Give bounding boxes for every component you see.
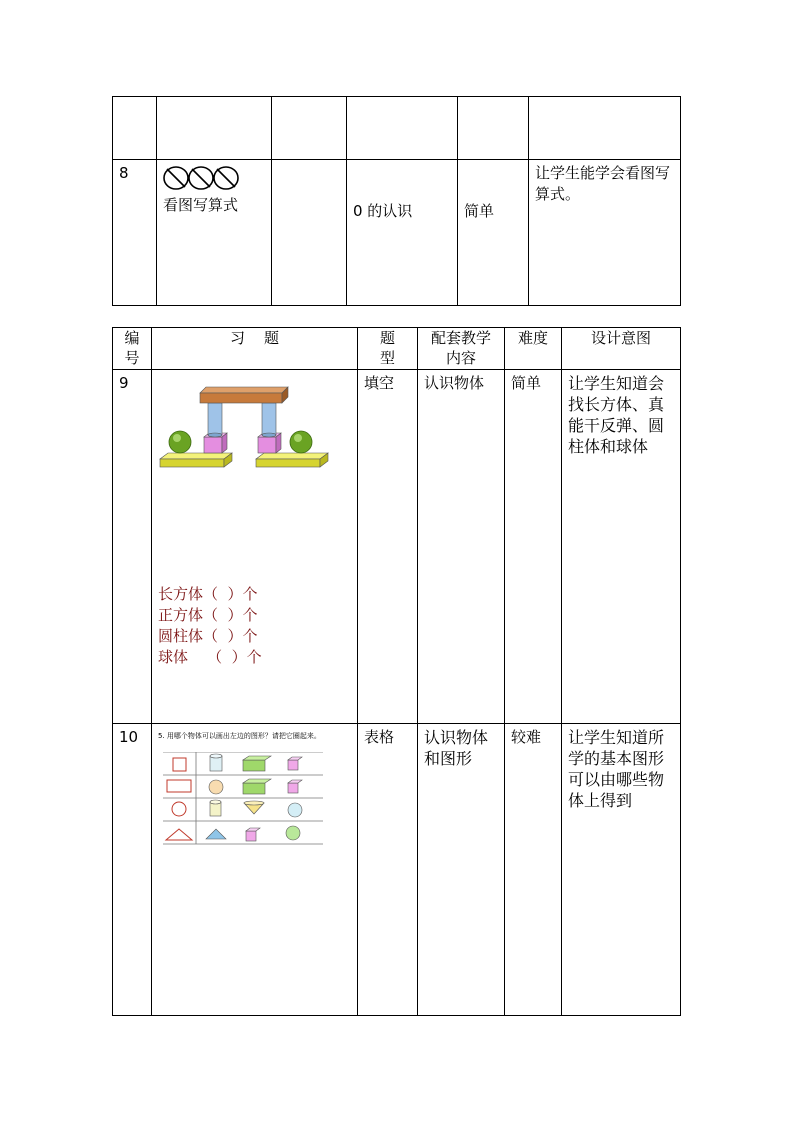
- header-content-text: 配套教学内容: [430, 329, 491, 367]
- header-number-text: 编号: [124, 329, 140, 367]
- header-exercise-text: 习 题: [229, 329, 280, 347]
- intent-text: 让学生知道所学的基本图形可以由哪些物体上得到: [568, 728, 665, 810]
- type-cell: [272, 160, 347, 306]
- cell: [347, 97, 458, 160]
- cell: [113, 97, 157, 160]
- cell: [458, 97, 529, 160]
- type-text: 表格: [364, 728, 395, 746]
- row-number: [113, 160, 157, 306]
- row-8: [113, 160, 681, 306]
- row-9: [113, 370, 681, 724]
- content-text: 0 的认识: [353, 202, 413, 220]
- type-cell: [358, 724, 418, 1016]
- intent-cell: [562, 370, 681, 724]
- exercise-text: 看图写算式: [163, 196, 239, 214]
- header-content: [418, 328, 505, 370]
- type-text: 填空: [364, 374, 395, 392]
- empty-row: [113, 97, 681, 160]
- content-cell: [347, 160, 458, 306]
- sphere-line: 球体 （ ）个: [158, 648, 262, 666]
- shapes-building-image: [158, 381, 333, 471]
- intent-text: 让学生知道会找长方体、真能干反弹、圆柱体和球体: [568, 374, 665, 456]
- header-type: [358, 328, 418, 370]
- difficulty-text: 简单: [511, 374, 542, 392]
- cube-line: 正方体（ ）个: [158, 606, 258, 624]
- header-intent: [562, 328, 681, 370]
- header-intent-text: 设计意图: [590, 329, 651, 347]
- content-cell: [418, 370, 505, 724]
- header-number: [113, 328, 152, 370]
- difficulty-text: 较难: [511, 728, 542, 746]
- header-type-text: 题型: [379, 329, 395, 367]
- row-10: [113, 724, 681, 1016]
- row-number: [113, 724, 152, 1016]
- cylinder-line: 圆柱体（ ）个: [158, 627, 258, 645]
- cell: [272, 97, 347, 160]
- intent-cell: [562, 724, 681, 1016]
- difficulty-cell: [458, 160, 529, 306]
- content-text: 认识物体: [424, 374, 485, 392]
- intent-text: 让学生能学会看图写算式。: [535, 164, 671, 203]
- intent-cell: [529, 160, 681, 306]
- instruction-text: 5. 用哪个物体可以画出左边的图形？请把它圈起来。: [158, 732, 321, 740]
- type-cell: [358, 370, 418, 724]
- header-row: [113, 328, 681, 370]
- content-text: 认识物体和图形: [424, 728, 489, 768]
- exercise-table-1: [112, 96, 681, 306]
- header-difficulty: [505, 328, 562, 370]
- header-difficulty-text: 难度: [517, 329, 548, 347]
- cell: [157, 97, 272, 160]
- exercise-table-2: [112, 327, 681, 1016]
- difficulty-cell: [505, 724, 562, 1016]
- row-number-text: 8: [119, 164, 129, 182]
- count-lines: [158, 584, 351, 668]
- difficulty-text: 简单: [464, 202, 495, 220]
- difficulty-cell: [505, 370, 562, 724]
- row-number: [113, 370, 152, 724]
- exercise-cell: [157, 160, 272, 306]
- shape-matching-grid: [158, 752, 328, 852]
- exercise-cell: [152, 724, 358, 1016]
- row-number-text: 10: [119, 728, 139, 746]
- header-exercise: [152, 328, 358, 370]
- exercise-cell: [152, 370, 358, 724]
- cuboid-line: 长方体（ ）个: [158, 585, 258, 603]
- content-cell: [418, 724, 505, 1016]
- cell: [529, 97, 681, 160]
- crossed-circles-icon: [163, 165, 243, 191]
- row-number-text: 9: [119, 374, 129, 392]
